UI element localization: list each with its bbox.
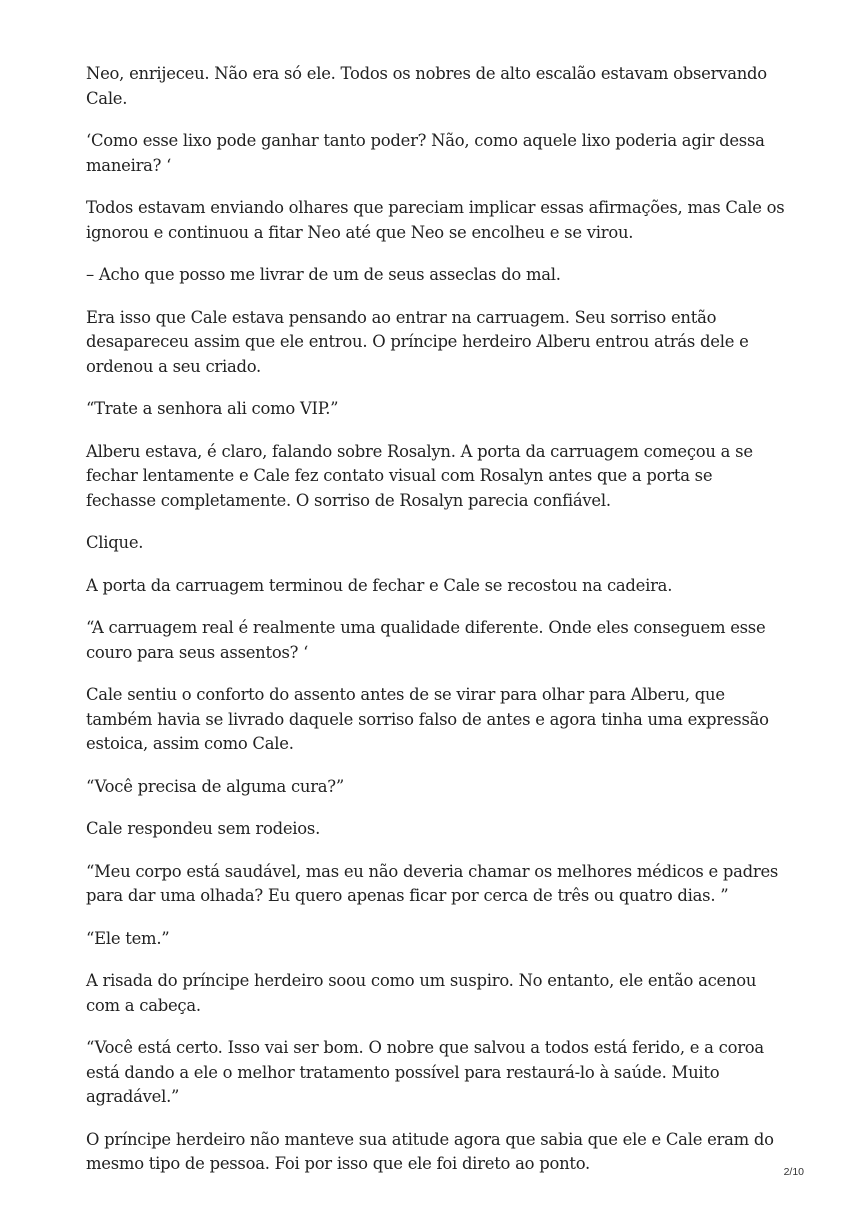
paragraph: A risada do príncipe herdeiro soou como um suspiro. No entanto, ele então acenou com a cabeça. [86,971,757,1015]
paragraph: Alberu estava, é claro, falando sobre Rosalyn. A porta da carruagem começou a se fechar lentamente e Cale fez contato visual com Rosalyn antes que a porta se fechasse completamente. O sorriso de Rosalyn parecia confiável. [86,441,753,510]
page-number: 2/10 [783,1166,804,1178]
paragraph: ‘Como esse lixo pode ganhar tanto poder? Não, como aquele lixo poderia agir dessa maneira? ‘ [86,131,765,175]
paragraph: “Você está certo. Isso vai ser bom. O nobre que salvou a todos está ferido, e a coroa está dando a ele o melhor tratamento possível para restaurá-lo à saúde. Muito agradável.” [86,1038,764,1106]
paragraph: – Acho que posso me livrar de um de seus asseclas do mal. [86,265,561,284]
paragraph: “Meu corpo está saudável, mas eu não deveria chamar os melhores médicos e padres para dar uma olhada? Eu quero apenas ficar por cerca de três ou quatro dias. ” [86,861,779,905]
paragraph: “Ele tem.” [86,928,170,948]
paragraph: Todos estavam enviando olhares que pareciam implicar essas afirmações, mas Cale os ignorou e continuou a fitar Neo até que Neo se encolheu e se virou. [86,198,785,242]
paragraph: Cale sentiu o conforto do assento antes de se virar para olhar para Alberu, que também havia se livrado daquele sorriso falso de antes e agora tinha uma expressão estoica, assim como Cale. [86,685,769,753]
document-body [86,62,786,1195]
paragraph: “Você precisa de alguma cura?” [86,776,344,796]
paragraph: O príncipe herdeiro não manteve sua atitude agora que sabia que ele e Cale eram do mesmo tipo de pessoa. Foi por isso que ele foi direto ao ponto. [86,1129,774,1173]
paragraph: Era isso que Cale estava pensando ao entrar na carruagem. Seu sorriso então desapareceu assim que ele entrou. O príncipe herdeiro Alberu entrou atrás dele e ordenou a seu criado. [86,307,749,376]
paragraph: “A carruagem real é realmente uma qualidade diferente. Onde eles conseguem esse couro para seus assentos? ‘ [86,618,766,662]
paragraph: “Trate a senhora ali como VIP.” [86,399,339,418]
paragraph: Neo, enrijeceu. Não era só ele. Todos os nobres de alto escalão estavam observando Cale. [86,64,767,108]
paragraph: Clique. [86,533,144,552]
paragraph: A porta da carruagem terminou de fechar e Cale se recostou na cadeira. [86,575,673,595]
paragraph: Cale respondeu sem rodeios. [86,819,321,838]
